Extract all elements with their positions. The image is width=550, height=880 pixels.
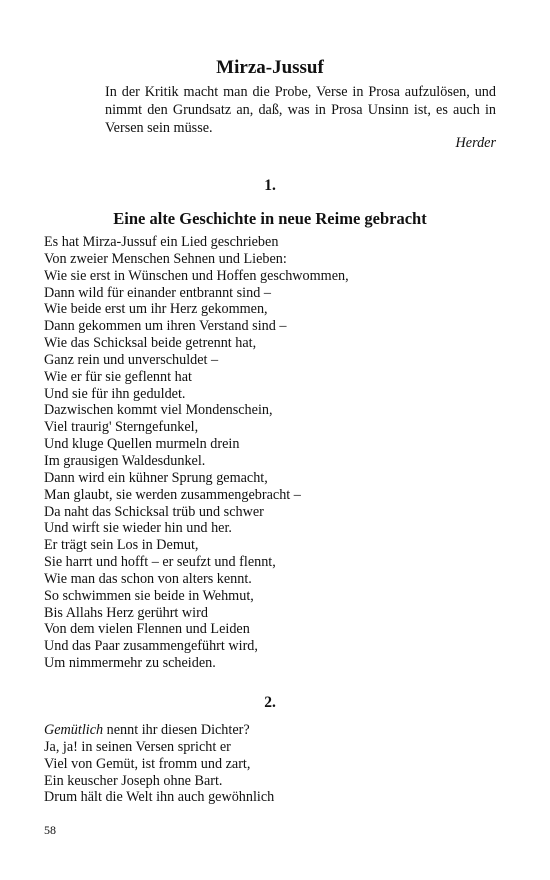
poem-line: Ja, ja! in seinen Versen spricht er	[44, 738, 231, 755]
poem-line: Ganz rein und unverschuldet –	[44, 351, 219, 368]
poem-line: Er trägt sein Los in Demut,	[44, 537, 199, 554]
poem-line: Dann wild für einander entbrannt sind –	[44, 284, 271, 301]
poem-line-rest: nennt ihr diesen Dichter?	[103, 722, 250, 738]
poem-line: Um nimmermehr zu scheiden.	[44, 655, 216, 672]
poem-line	[44, 722, 496, 739]
epigraph-author: Herder	[455, 135, 496, 151]
section-number-1: 1.	[264, 177, 276, 194]
section-title-1: Eine alte Geschichte in neue Reime gebracht	[113, 209, 427, 228]
emphasized-word: Gemütlich	[44, 722, 104, 738]
poem-line: Im grausigen Waldesdunkel.	[44, 452, 206, 469]
poem-line: Bis Allahs Herz gerührt wird	[44, 604, 208, 621]
poem-line: Dann gekommen um ihren Verstand sind –	[44, 318, 287, 335]
poem-line: Wie man das schon von alters kennt.	[44, 570, 252, 587]
poem-line: Es hat Mirza-Jussuf ein Lied geschrieben	[44, 234, 279, 250]
poem-line: Viel traurig' Sterngefunkel,	[44, 419, 199, 436]
poem-line: Von zweier Menschen Sehnen und Lieben:	[44, 250, 287, 267]
poem-line: Und sie für ihn geduldet.	[44, 385, 186, 402]
poem-line: Und kluge Quellen murmeln drein	[44, 436, 240, 453]
page-title: Mirza-Jussuf	[216, 57, 324, 78]
poem-line: Drum hält die Welt ihn auch gewöhnlich	[44, 789, 275, 806]
poem-line: Wie das Schicksal beide getrennt hat,	[44, 335, 257, 352]
poem-line: Und wirft sie wieder hin und her.	[44, 520, 232, 537]
poem-section-2	[44, 722, 496, 806]
poem-line: So schwimmen sie beide in Wehmut,	[44, 587, 254, 604]
poem-line: Wie beide erst um ihr Herz gekommen,	[44, 301, 268, 318]
poem-line: Von dem vielen Flennen und Leiden	[44, 621, 250, 638]
poem-line: Dann wird ein kühner Sprung gemacht,	[44, 469, 268, 486]
poem-section-1	[44, 234, 496, 672]
poem-line: Man glaubt, sie werden zusammengebracht –	[44, 486, 301, 503]
epigraph-text: In der Kritik macht man die Probe, Verse in Prosa aufzulösen, und nimmt den Grundsatz an, daß, was in Prosa Unsinn ist, es auch in Versen sein müsse.	[105, 84, 496, 136]
page-number: 58	[44, 823, 56, 837]
poem-line: Sie harrt und hofft – er seufzt und flennt,	[44, 554, 276, 571]
poem-line: Dazwischen kommt viel Mondenschein,	[44, 402, 273, 419]
poem-line: Wie sie erst in Wünschen und Hoffen geschwommen,	[44, 267, 349, 284]
poem-line: Ein keuscher Joseph ohne Bart.	[44, 772, 223, 789]
section-number-2: 2.	[264, 694, 276, 711]
poem-line: Und das Paar zusammengeführt wird,	[44, 638, 258, 655]
poem-line: Da naht das Schicksal trüb und schwer	[44, 503, 264, 520]
poem-line: Viel von Gemüt, ist fromm und zart,	[44, 755, 251, 772]
poem-line: Wie er für sie geflennt hat	[44, 368, 192, 385]
